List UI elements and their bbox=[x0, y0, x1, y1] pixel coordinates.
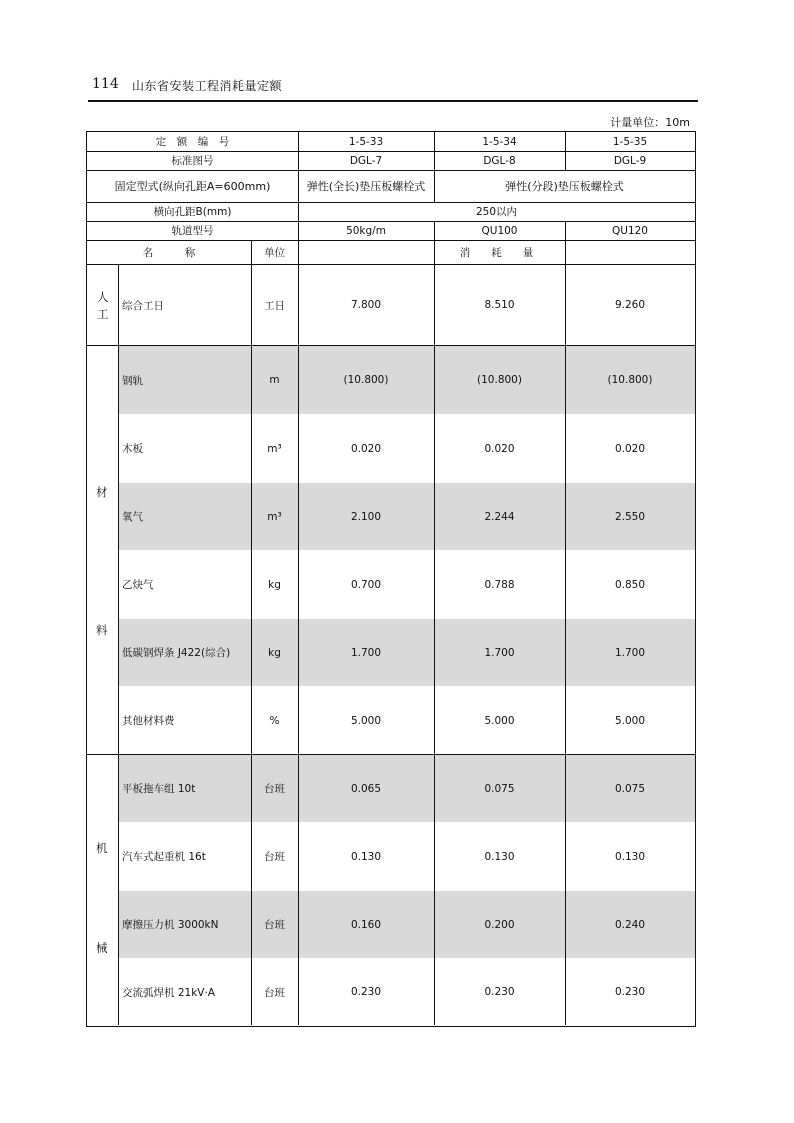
item-value: 1.700 bbox=[484, 646, 515, 659]
item-name: 木板 bbox=[122, 443, 143, 455]
quota-table bbox=[86, 131, 696, 1027]
group-label-char: 工 bbox=[97, 307, 109, 321]
item-name: 氧气 bbox=[122, 511, 143, 523]
item-unit: m³ bbox=[267, 510, 282, 523]
item-name: 其他材料费 bbox=[122, 715, 175, 727]
col-header-consumption: 消 耗 量 bbox=[459, 246, 534, 259]
item-value: 0.230 bbox=[484, 986, 515, 998]
item-value: (10.800) bbox=[477, 374, 522, 386]
item-value: 0.700 bbox=[350, 578, 382, 591]
fixing-type-value: 弹性(全长)垫压板螺栓式 bbox=[306, 180, 426, 193]
item-value: 0.230 bbox=[350, 986, 382, 998]
std-drawing-value: DGL-7 bbox=[349, 154, 383, 167]
item-value: 0.130 bbox=[350, 850, 382, 863]
item-value: 0.788 bbox=[484, 578, 515, 591]
item-value: 0.065 bbox=[350, 782, 382, 795]
item-name: 低碳钢焊条 J422(综合) bbox=[122, 647, 231, 659]
item-unit: 台班 bbox=[264, 783, 285, 795]
item-value: 0.850 bbox=[614, 578, 646, 591]
item-value: 2.244 bbox=[484, 510, 515, 523]
rail-type-value: QU120 bbox=[612, 224, 648, 237]
item-value: 0.075 bbox=[484, 782, 515, 795]
item-name: 钢轨 bbox=[122, 374, 143, 387]
hole-spacing-value: 250以内 bbox=[475, 206, 518, 218]
item-value: 0.020 bbox=[350, 442, 382, 455]
item-value: (10.800) bbox=[607, 374, 653, 386]
item-value: 7.800 bbox=[350, 299, 382, 311]
std-drawing-value: DGL-9 bbox=[613, 154, 647, 167]
item-unit: 工日 bbox=[264, 299, 285, 312]
rail-type-value: QU100 bbox=[481, 224, 518, 237]
item-value: 5.000 bbox=[350, 714, 382, 727]
col-header-name: 名 称 bbox=[142, 246, 196, 259]
item-value: 8.510 bbox=[484, 299, 515, 311]
item-value: 0.160 bbox=[350, 918, 382, 931]
group-label-char: 械 bbox=[96, 941, 108, 955]
item-value: 1.700 bbox=[350, 646, 382, 659]
item-name: 综合工日 bbox=[122, 299, 164, 312]
item-unit: 台班 bbox=[264, 986, 285, 999]
item-unit: kg bbox=[268, 646, 281, 659]
book-title: 山东省安装工程消耗量定额 bbox=[132, 79, 283, 93]
item-unit: % bbox=[269, 714, 280, 727]
group-label-char: 机 bbox=[96, 841, 108, 855]
col-header-unit: 单位 bbox=[264, 246, 285, 259]
item-unit: m³ bbox=[267, 442, 282, 455]
item-value: 0.020 bbox=[484, 442, 515, 455]
quota-no-value: 1-5-34 bbox=[482, 135, 517, 148]
item-value: 9.260 bbox=[614, 299, 646, 311]
item-unit: 台班 bbox=[264, 919, 285, 931]
item-value: 2.100 bbox=[350, 510, 382, 523]
group-label-char: 材 bbox=[96, 485, 108, 499]
item-value: 5.000 bbox=[484, 714, 515, 727]
rail-type-label: 轨道型号 bbox=[171, 225, 214, 237]
item-value: 2.550 bbox=[614, 510, 646, 523]
item-value: 0.020 bbox=[614, 442, 646, 455]
quota-no-value: 1-5-33 bbox=[348, 135, 384, 148]
quota-no-label: 定 额 编 号 bbox=[155, 136, 230, 148]
item-value: 5.000 bbox=[614, 714, 646, 727]
rail-type-value: 50kg/m bbox=[346, 224, 386, 237]
std-drawing-label: 标准图号 bbox=[171, 155, 214, 167]
item-value: 0.240 bbox=[614, 918, 646, 931]
item-unit: kg bbox=[268, 578, 281, 591]
item-unit: m bbox=[269, 374, 280, 386]
fixing-type-value: 弹性(分段)垫压板螺栓式 bbox=[505, 180, 624, 193]
item-value: 1.700 bbox=[614, 646, 646, 659]
item-value: 0.230 bbox=[614, 986, 646, 998]
item-value: 0.200 bbox=[484, 918, 515, 931]
group-line bbox=[87, 345, 118, 346]
item-value: (10.800) bbox=[343, 374, 389, 386]
unit-label: 计量单位：10m bbox=[610, 116, 690, 129]
std-drawing-value: DGL-8 bbox=[483, 154, 516, 167]
hole-spacing-label: 横向孔距B(mm) bbox=[153, 206, 232, 218]
item-name: 汽车式起重机 16t bbox=[122, 851, 206, 863]
item-value: 0.130 bbox=[614, 850, 646, 863]
fixing-type-label: 固定型式(纵向孔距A=600mm) bbox=[114, 180, 271, 193]
item-name: 交流弧焊机 21kV·A bbox=[122, 986, 215, 999]
group-label-char: 人 bbox=[97, 290, 109, 304]
item-value: 0.075 bbox=[614, 782, 646, 795]
quota-no-value: 1-5-35 bbox=[612, 135, 648, 148]
group-label-char: 料 bbox=[96, 623, 108, 637]
item-name: 平板拖车组 10t bbox=[122, 783, 196, 795]
page-number: 114 bbox=[92, 76, 119, 92]
item-unit: 台班 bbox=[264, 851, 285, 863]
item-name: 乙炔气 bbox=[122, 579, 154, 591]
item-value: 0.130 bbox=[484, 850, 515, 863]
page-header bbox=[88, 70, 698, 102]
item-name: 摩擦压力机 3000kN bbox=[122, 919, 219, 931]
